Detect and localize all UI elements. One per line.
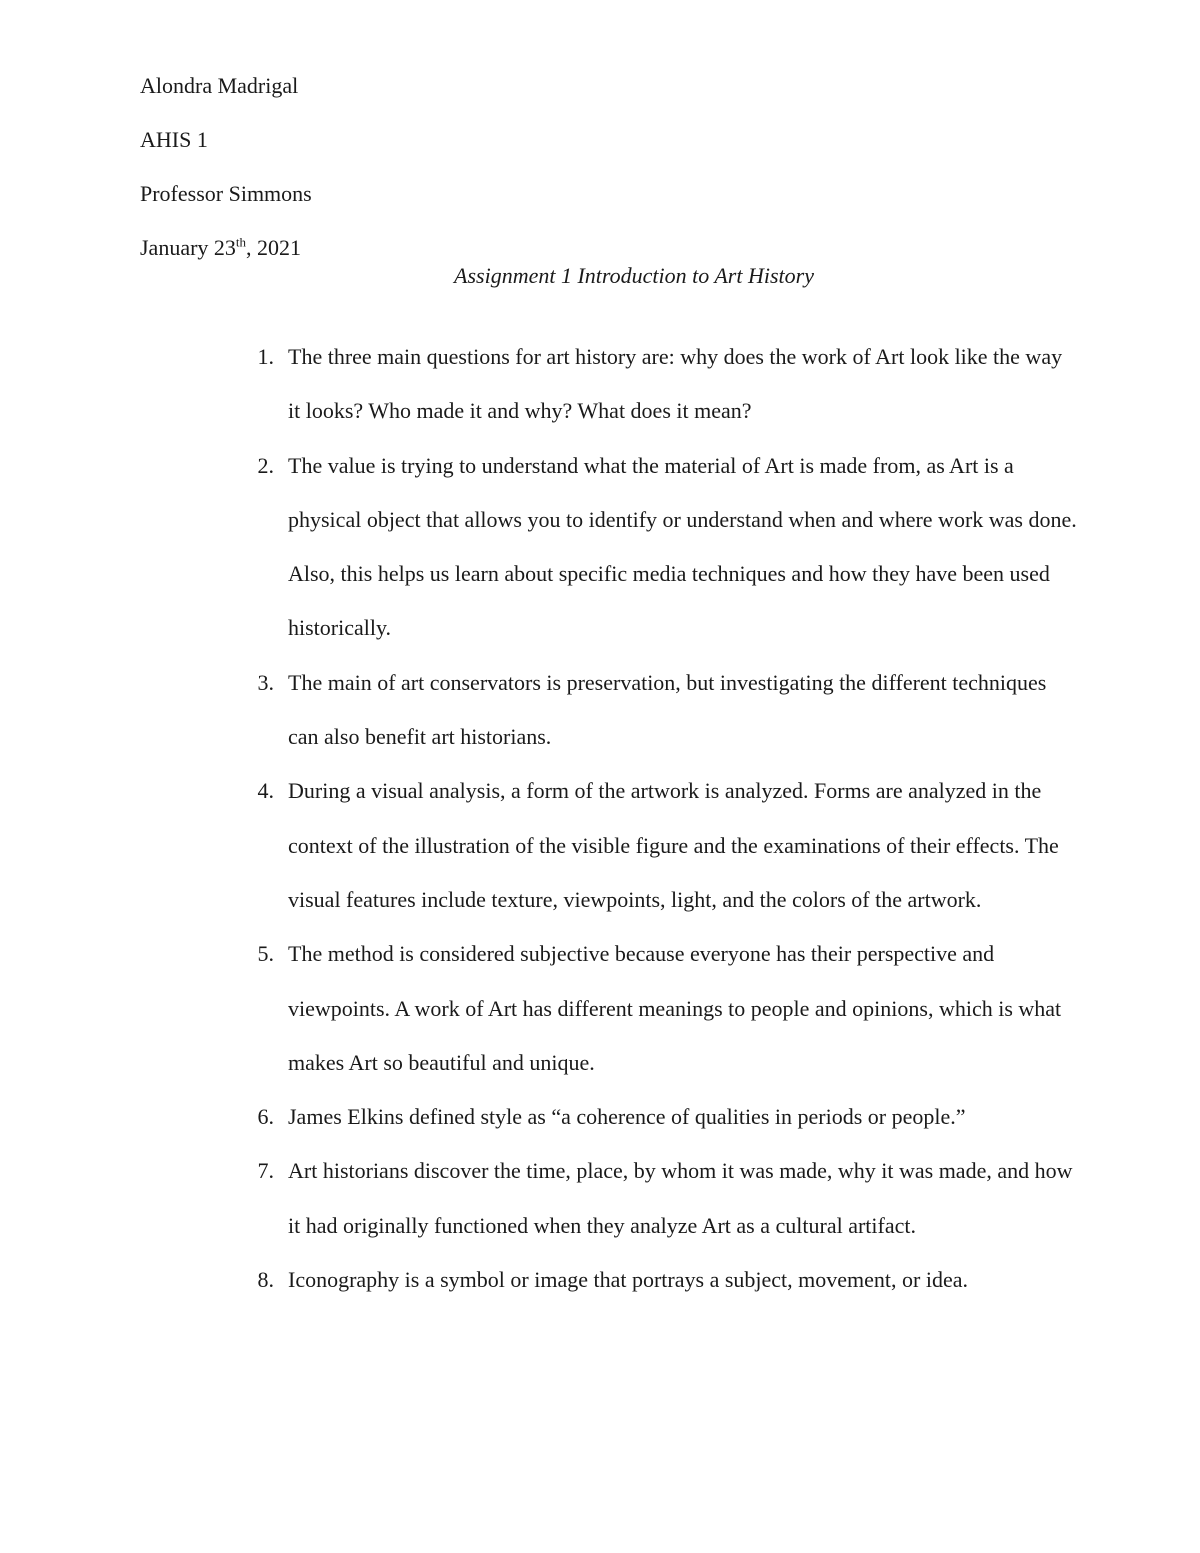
answer-number: 7. (257, 1158, 274, 1184)
answer-item-2 (248, 439, 1078, 656)
answer-number: 1. (257, 344, 274, 369)
answer-number: 6. (257, 1104, 274, 1130)
answer-number: 8. (257, 1267, 274, 1293)
answer-text: The method is considered subjective because everyone has their perspective and viewpoints. A work of Art has different meanings to people and opinions, which is what makes Art so beautiful and unique. (288, 941, 1062, 1075)
answer-item-1 (248, 330, 1078, 439)
answer-item-5 (248, 927, 1078, 1090)
answer-item-4 (248, 764, 1078, 927)
answer-text: The value is trying to understand what the material of Art is made from, as Art is a physical object that allows you to identify or understand when and where work was done. Also, this helps us learn about specific media techniques and how they have been used historically. (288, 452, 1077, 641)
assignment-title: Assignment 1 Introduction to Art History (454, 263, 814, 288)
answer-number: 5. (257, 941, 274, 967)
date-month-day: January 23 (140, 235, 236, 260)
answer-text: During a visual analysis, a form of the artwork is analyzed. Forms are analyzed in the context of the illustration of the visible figure and the examinations of their effects. The visual features include texture, viewpoints, light, and the colors of the artwork. (288, 778, 1059, 912)
answer-number: 2. (257, 452, 274, 478)
answer-item-8 (248, 1253, 1078, 1307)
answer-list (248, 330, 1078, 1307)
answer-text: The main of art conservators is preservation, but investigating the different techniques can also benefit art historians. (288, 669, 1047, 750)
answer-text: James Elkins defined style as “a coherence of qualities in periods or people.” (288, 1104, 966, 1130)
course-name: AHIS 1 (140, 127, 208, 152)
answer-item-3 (248, 656, 1078, 765)
answer-number: 4. (257, 778, 274, 804)
professor-name: Professor Simmons (140, 181, 312, 206)
author-name: Alondra Madrigal (140, 73, 299, 98)
answer-number: 3. (257, 669, 274, 695)
date-year: , 2021 (246, 235, 302, 260)
answer-item-6 (248, 1090, 1078, 1144)
date-line (140, 234, 301, 262)
answer-text: Iconography is a symbol or image that portrays a subject, movement, or idea. (288, 1267, 968, 1293)
answer-text: The three main questions for art history are: why does the work of Art look like the way it looks? Who made it and why? What does it mean? (288, 344, 1063, 424)
answer-item-7 (248, 1144, 1078, 1253)
date-ordinal-suffix: th (235, 234, 247, 250)
answer-text: Art historians discover the time, place, by whom it was made, why it was made, and how it had originally functioned when they analyze Art as a cultural artifact. (288, 1158, 1073, 1238)
